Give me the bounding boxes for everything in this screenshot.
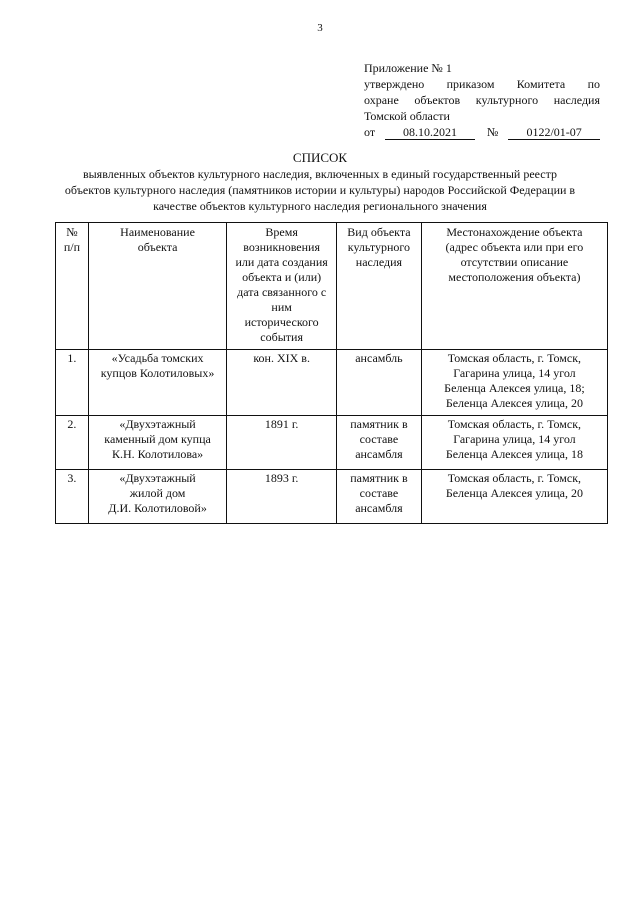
table-header-row [56,223,608,350]
row-location: Томская область, г. Томск, Гагарина улица, 14 угол Беленца Алексея улица, 18 [421,416,607,470]
approval-date-line [364,124,600,140]
row-creation-time: 1891 г. [227,416,337,470]
date-prefix: от [364,125,376,139]
row-number: 3. [56,470,89,524]
number-prefix: № [486,125,499,139]
table-row [56,470,608,524]
table-row [56,416,608,470]
row-object-kind: ансамбль [337,350,422,416]
approval-line-3: охране объектов культурного наследия [364,93,600,107]
row-object-kind: памятник в составе ансамбля [337,416,422,470]
approval-block [364,60,600,140]
document-subtitle: выявленных объектов культурного наследия, включенных в единый государственный реестр объектов культурного наследия (памятников истории и культуры) народов Российской Федерации в качестве объектов культурного наследия регионального значения [64,167,576,213]
row-number: 2. [56,416,89,470]
approval-number: 0122/01-07 [508,126,600,140]
row-object-kind: памятник в составе ансамбля [337,470,422,524]
row-location: Томская область, г. Томск, Гагарина улица, 14 угол Беленца Алексея улица, 18; Беленца Алексея улица, 20 [421,350,607,416]
header-number: № п/п [56,223,89,350]
row-object-name: «Усадьба томских купцов Колотиловых» [88,350,226,416]
heritage-objects-table [55,222,608,524]
header-location: Местонахождение объекта (адрес объекта или при его отсутствии описание местоположения объекта) [421,223,607,350]
row-object-name: «Двухэтажный каменный дом купца К.Н. Колотилова» [88,416,226,470]
header-object-kind: Вид объекта культурного наследия [337,223,422,350]
row-object-name: «Двухэтажный жилой дом Д.И. Колотиловой» [88,470,226,524]
approval-date: 08.10.2021 [385,126,475,140]
document-title: СПИСОК [292,150,348,165]
table-row [56,350,608,416]
row-number: 1. [56,350,89,416]
approval-line-4: Томской области [364,109,450,123]
row-creation-time: кон. XIX в. [227,350,337,416]
header-creation-time: Время возникновения или дата создания объекта и (или) дата связанного с ним исторического события [227,223,337,350]
approval-line-2: утверждено приказом Комитета по [364,77,600,91]
header-object-name: Наименование объекта [88,223,226,350]
row-creation-time: 1893 г. [227,470,337,524]
page-number: 3 [317,22,323,34]
row-location: Томская область, г. Томск, Беленца Алексея улица, 20 [421,470,607,524]
appendix-label: Приложение № 1 [364,61,452,75]
